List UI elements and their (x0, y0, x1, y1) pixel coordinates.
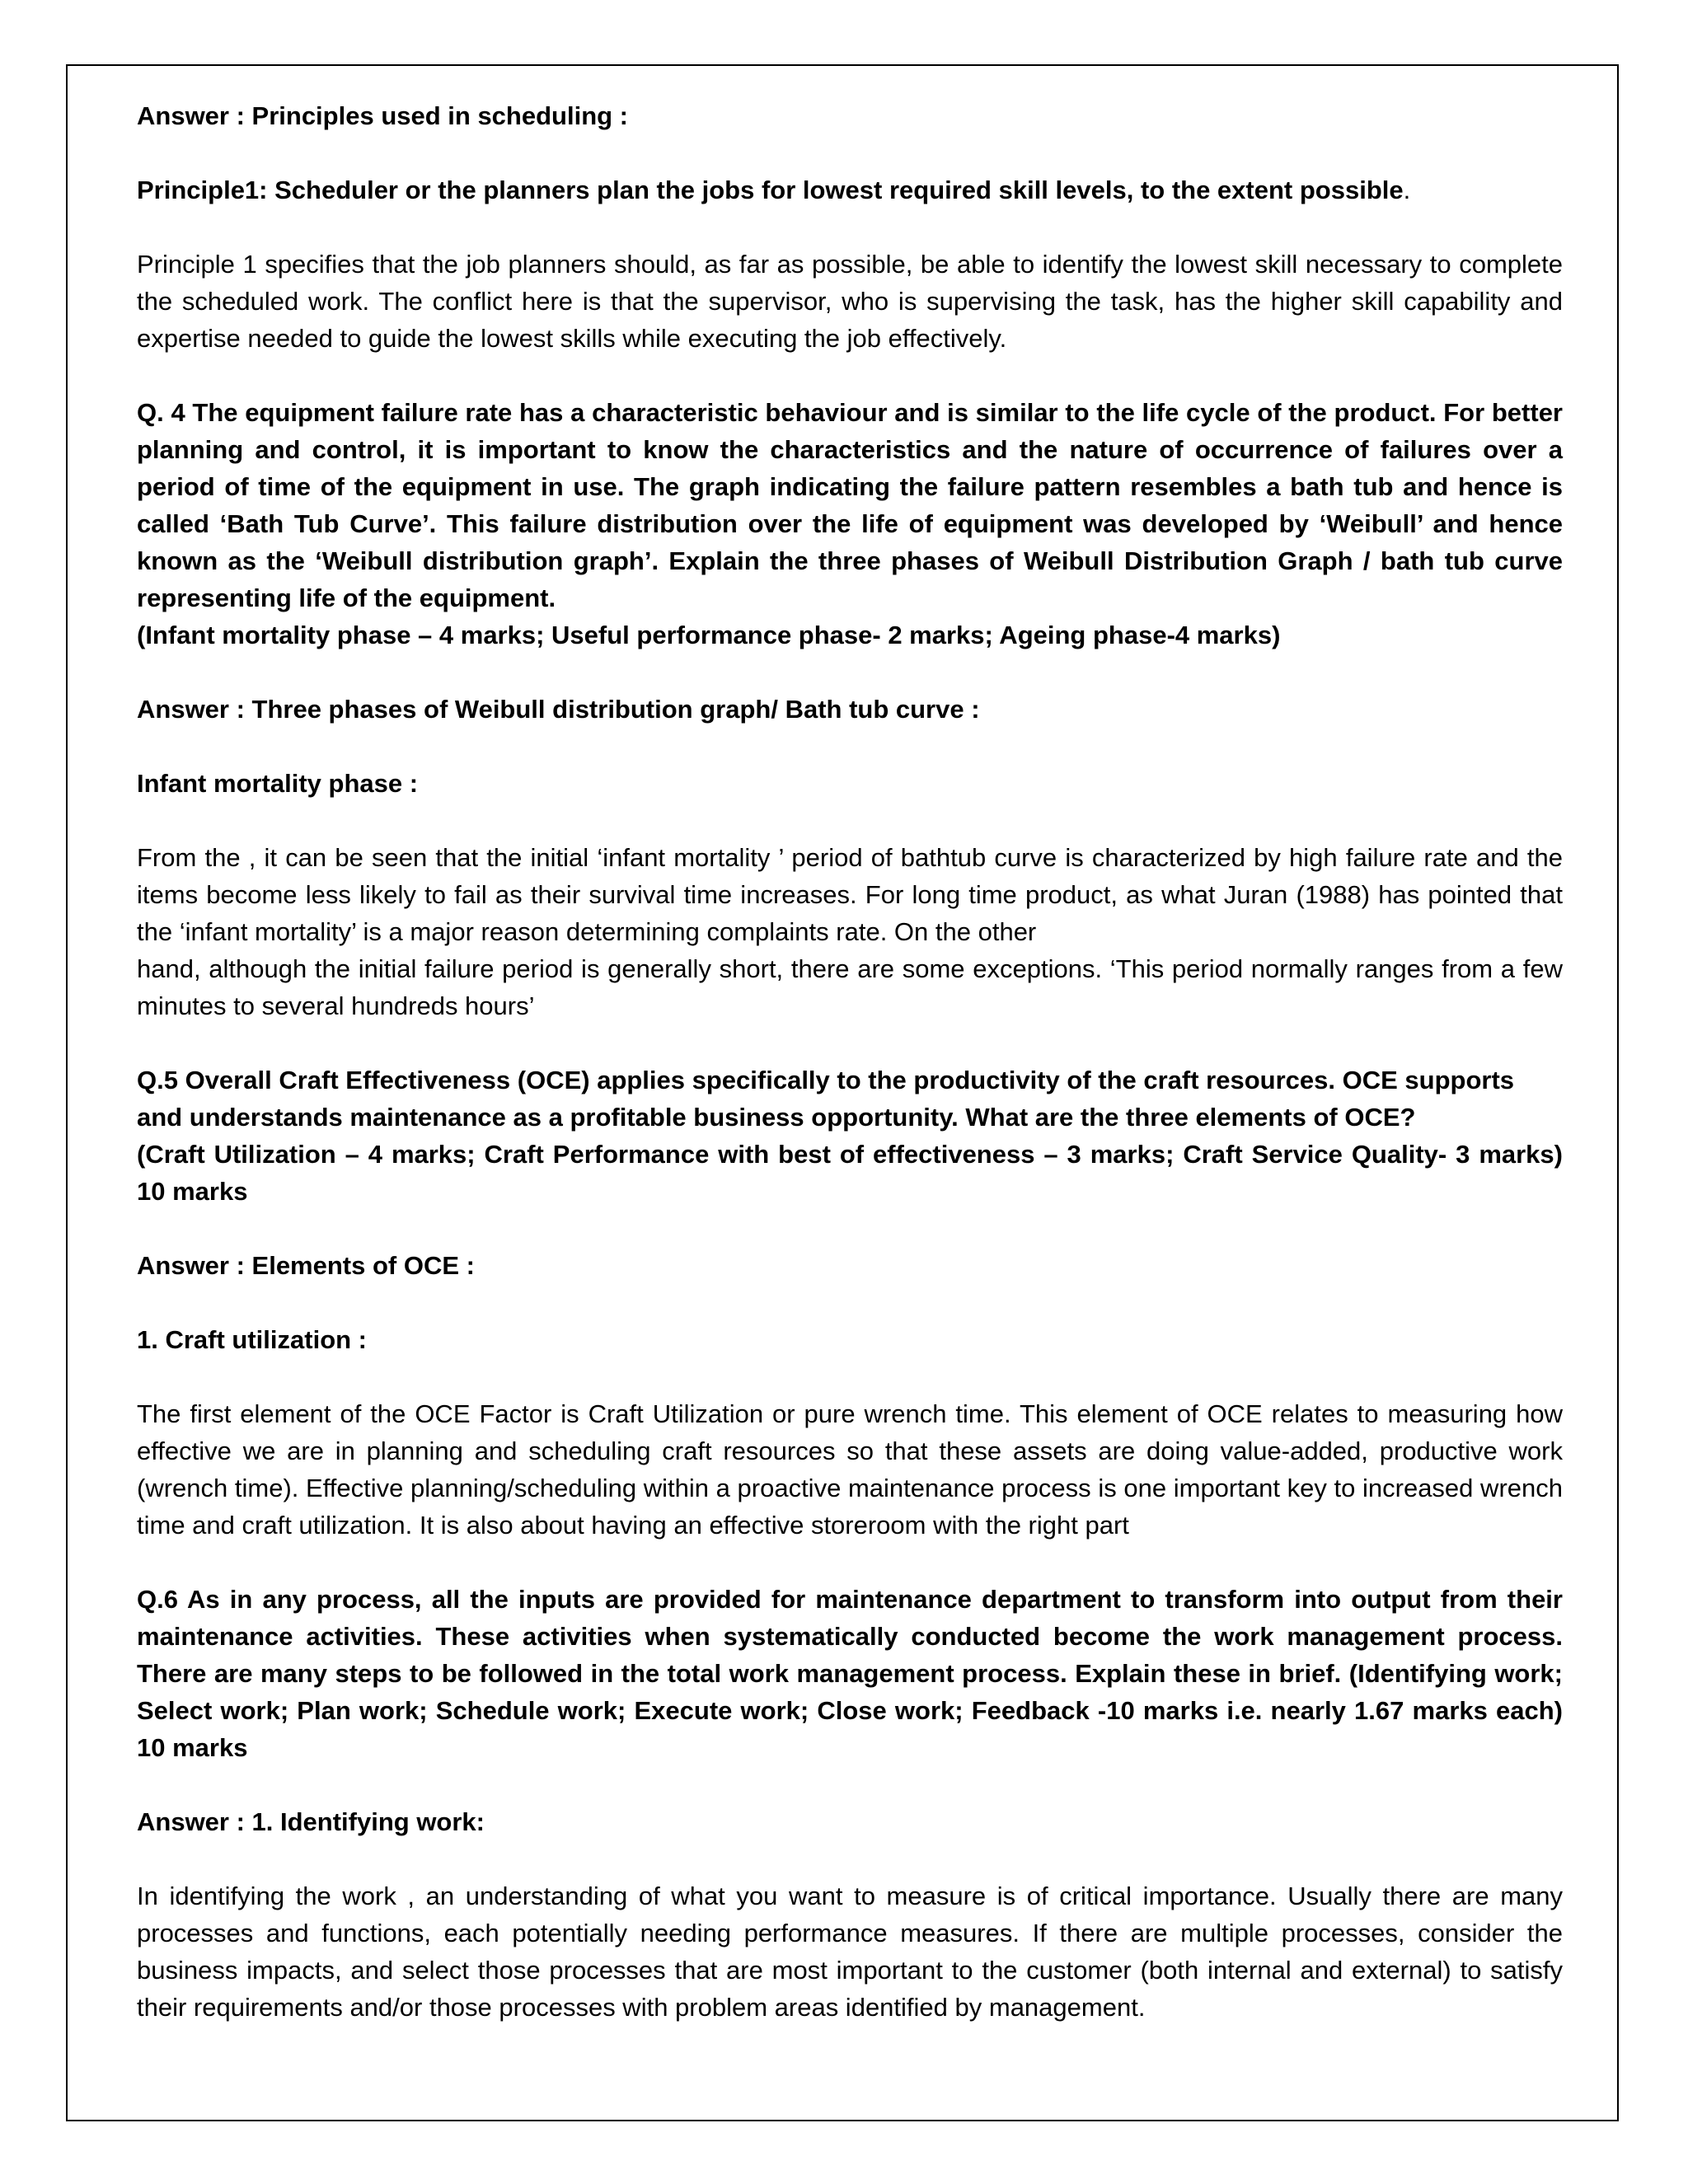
infant-mortality-paragraph-2: hand, although the initial failure period is generally short, there are some exceptions. ‘This period normally ranges from a few minutes to several hundreds hours’ (137, 954, 1563, 1020)
craft-utilization-heading: 1. Craft utilization : (137, 1325, 367, 1354)
principle-1-heading (137, 171, 1563, 209)
craft-utilization-paragraph: The first element of the OCE Factor is Craft Utilization or pure wrench time. This element of OCE relates to measuring how effective we are in planning and scheduling craft resources so that these assets are doing value-added, productive work (wrench time). Effective planning/scheduling within a proactive maintenance process is one important key to increased wrench time and craft utilization. It is also about having an effective storeroom with the right part (137, 1399, 1563, 1540)
answer-heading-weibull: Answer : Three phases of Weibull distribution graph/ Bath tub curve : (137, 695, 980, 724)
principle-1-heading-period: . (1403, 176, 1411, 204)
question-5-marks: (Craft Utilization – 4 marks; Craft Performance with best of effectiveness – 3 marks; Craft Service Quality- 3 marks) 10 marks (137, 1140, 1563, 1206)
infant-mortality-heading: Infant mortality phase : (137, 769, 419, 798)
question-5-text: Q.5 Overall Craft Effectiveness (OCE) applies specifically to the productivity of the craft resources. OCE supports and understands maintenance as a profitable business opportunity. What are the three elements of OCE? (137, 1066, 1515, 1132)
answer-heading-scheduling: Answer : Principles used in scheduling : (137, 101, 629, 130)
infant-mortality-paragraph-1: From the , it can be seen that the initial ‘infant mortality ’ period of bathtub curve is characterized by high failure rate and the items become less likely to fail as their survival time increases. For long time product, as what Juran (1988) has pointed that the ‘infant mortality’ is a major reason determining complaints rate. On the other (137, 843, 1563, 946)
principle-1-heading-text: Principle1: Scheduler or the planners plan the jobs for lowest required skill levels, to the extent possible (137, 176, 1404, 204)
question-6-text: Q.6 As in any process, all the inputs are provided for maintenance department to transform into output from their maintenance activities. These activities when systematically conducted become the work management process. There are many steps to be followed in the total work management process. Explain these in brief. (Identifying work; Select work; Plan work; Schedule work; Execute work; Close work; Feedback -10 marks i.e. nearly 1.67 marks each) 10 marks (137, 1585, 1563, 1762)
question-4-marks: (Infant mortality phase – 4 marks; Useful performance phase- 2 marks; Ageing phase-4 marks) (137, 621, 1281, 649)
question-4-text: Q. 4 The equipment failure rate has a characteristic behaviour and is similar to the life cycle of the product. For better planning and control, it is important to know the characteristics and the nature of occurrence of failures over a period of time of the equipment in use. The graph indicating the failure pattern resembles a bath tub and hence is called ‘Bath Tub Curve’. This failure distribution over the life of equipment was developed by ‘Weibull’ and hence known as the ‘Weibull distribution graph’. Explain the three phases of Weibull Distribution Graph / bath tub curve representing life of the equipment. (137, 398, 1563, 612)
answer-heading-identifying-work: Answer : 1. Identifying work: (137, 1807, 485, 1836)
answer-heading-oce: Answer : Elements of OCE : (137, 1251, 475, 1280)
document-body (137, 97, 1563, 2026)
principle-1-paragraph: Principle 1 specifies that the job planners should, as far as possible, be able to identify the lowest skill necessary to complete the scheduled work. The conflict here is that the supervisor, who is supervising the task, has the higher skill capability and expertise needed to guide the lowest skills while executing the job effectively. (137, 250, 1563, 353)
identifying-work-paragraph: In identifying the work , an understanding of what you want to measure is of critical importance. Usually there are many processes and functions, each potentially needing performance measures. If there are multiple processes, consider the business impacts, and select those processes that are most important to the customer (both internal and external) to satisfy their requirements and/or those processes with problem areas identified by management. (137, 1882, 1563, 2022)
